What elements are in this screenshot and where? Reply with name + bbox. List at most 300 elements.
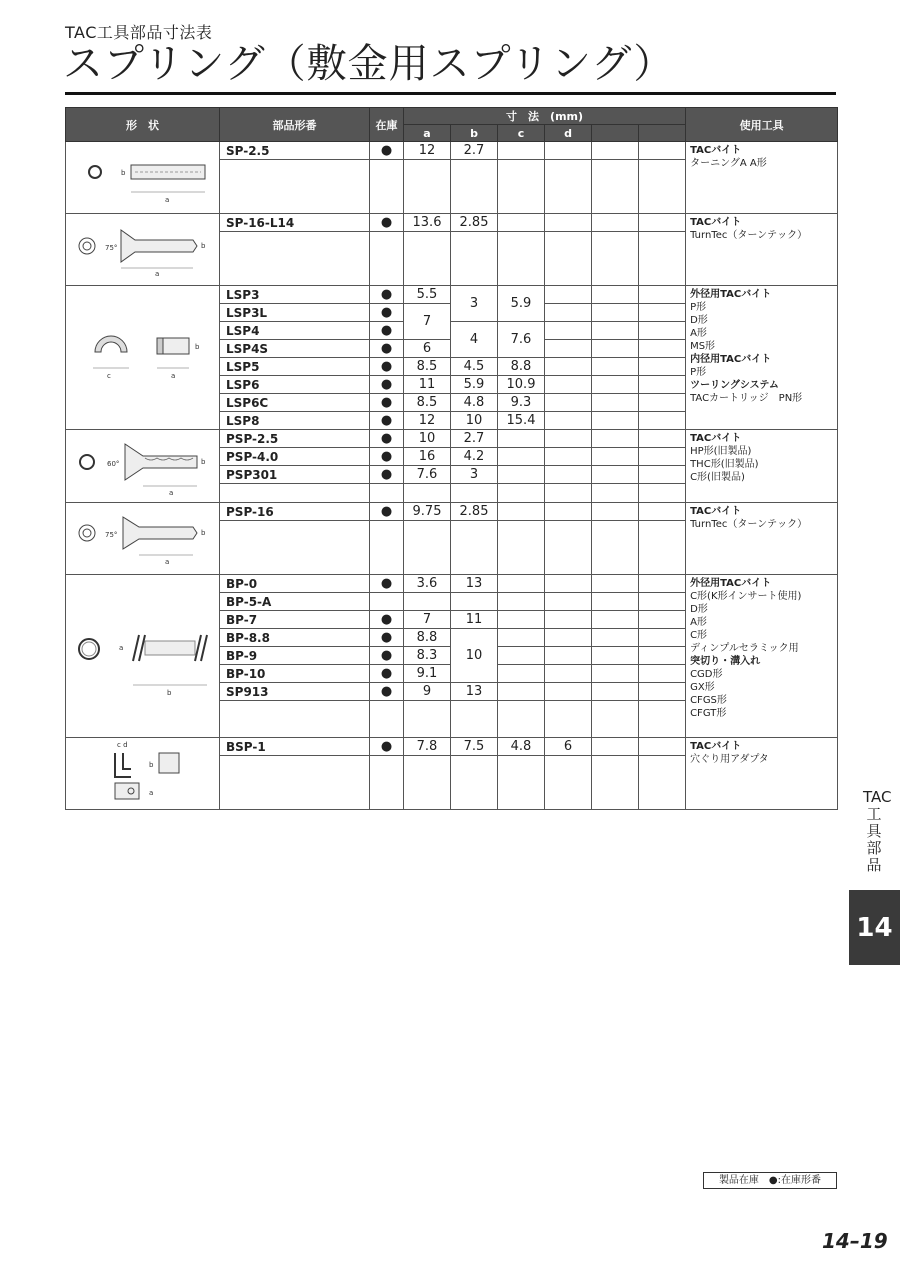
stock-mark: ● <box>370 394 404 412</box>
blank-cell <box>220 756 370 810</box>
svg-text:a: a <box>148 789 153 797</box>
dim-a: 8.5 <box>404 394 451 412</box>
dim-blank <box>639 376 686 394</box>
dim-c <box>498 629 545 647</box>
tool-line: 内径用TACバイト <box>690 354 772 365</box>
dim-a: 12 <box>404 142 451 160</box>
stock-mark: ● <box>370 647 404 665</box>
dim-a: 9.1 <box>404 665 451 683</box>
blank-cell <box>370 160 404 214</box>
blank-cell <box>370 521 404 575</box>
dim-blank <box>592 394 639 412</box>
tool-line: TACバイト <box>690 506 742 517</box>
dim-d <box>545 665 592 683</box>
blank-cell <box>220 521 370 575</box>
dim-blank <box>592 665 639 683</box>
dim-a: 7 <box>404 304 451 340</box>
part-number: LSP6C <box>220 394 370 412</box>
blank-cell <box>545 232 592 286</box>
tool-line: C形(旧製品) <box>690 472 745 483</box>
dim-blank <box>639 611 686 629</box>
svg-text:a: a <box>118 643 123 652</box>
blank-cell <box>545 701 592 738</box>
dim-d <box>545 304 592 322</box>
tool-line: C形 <box>690 630 708 641</box>
page-title: スプリング（敷金用スプリング） <box>63 41 675 87</box>
dim-a: 10 <box>404 430 451 448</box>
header-tools: 使用工具 <box>686 108 838 142</box>
dim-blank <box>592 503 639 521</box>
part-number: PSP-2.5 <box>220 430 370 448</box>
part-number: SP-2.5 <box>220 142 370 160</box>
dim-c: 7.6 <box>498 322 545 358</box>
tool-line: ターニングA A形 <box>690 158 767 169</box>
svg-text:c d: c d <box>116 741 128 749</box>
stock-legend: 製品在庫 ●:在庫形番 <box>703 1172 837 1189</box>
header-dimensions: 寸 法 (mm) <box>404 108 686 125</box>
stock-mark: ● <box>370 611 404 629</box>
part-number: LSP4 <box>220 322 370 340</box>
dim-blank <box>639 575 686 593</box>
blank-cell <box>639 756 686 810</box>
dim-a: 6 <box>404 340 451 358</box>
dim-blank <box>639 738 686 756</box>
dim-d <box>545 466 592 484</box>
tool-line: HP形(旧製品) <box>690 446 752 457</box>
dim-b: 4 <box>451 322 498 358</box>
dim-d <box>545 340 592 358</box>
dim-b <box>451 593 498 611</box>
tool-line: TurnTec（ターンテック） <box>690 230 808 241</box>
dim-b: 10 <box>451 629 498 683</box>
dim-c: 9.3 <box>498 394 545 412</box>
blank-cell <box>370 484 404 503</box>
dim-blank <box>639 304 686 322</box>
dim-blank <box>639 466 686 484</box>
dim-c <box>498 575 545 593</box>
dim-d <box>545 647 592 665</box>
dim-blank <box>592 412 639 430</box>
dim-a: 5.5 <box>404 286 451 304</box>
blank-cell <box>498 484 545 503</box>
tool-line: TACバイト <box>690 217 742 228</box>
svg-text:b: b <box>200 529 205 537</box>
tool-line: A形 <box>690 617 707 628</box>
dim-b: 4.8 <box>451 394 498 412</box>
dim-blank <box>592 629 639 647</box>
header-stock: 在庫 <box>370 108 404 142</box>
tool-line: CFGT形 <box>690 708 727 719</box>
dim-a: 13.6 <box>404 214 451 232</box>
dim-blank <box>639 629 686 647</box>
section-label: TAC工具部品 <box>863 788 892 874</box>
dim-blank <box>639 647 686 665</box>
svg-text:a: a <box>164 196 169 204</box>
dim-c <box>498 142 545 160</box>
tools-cell <box>686 142 838 214</box>
dim-c <box>498 214 545 232</box>
dim-a: 8.5 <box>404 358 451 376</box>
dim-blank <box>639 322 686 340</box>
dim-b: 11 <box>451 611 498 629</box>
dim-c <box>498 683 545 701</box>
tool-line: C形(K形インサート使用) <box>690 591 802 602</box>
svg-text:c: c <box>106 372 111 380</box>
shape-cell <box>66 738 220 810</box>
blank-cell <box>404 521 451 575</box>
svg-text:75°: 75° <box>104 531 117 539</box>
shape-cell <box>66 503 220 575</box>
svg-text:75°: 75° <box>104 244 117 252</box>
dim-c <box>498 466 545 484</box>
tool-line: TACカートリッジ PN形 <box>690 393 803 404</box>
blank-cell <box>404 701 451 738</box>
dim-c <box>498 665 545 683</box>
stock-mark: ● <box>370 503 404 521</box>
stock-mark: ● <box>370 575 404 593</box>
dim-blank <box>592 286 639 304</box>
blank-cell <box>498 160 545 214</box>
tool-line: CGD形 <box>690 669 723 680</box>
bsp-spring-icon <box>73 739 213 805</box>
blank-cell <box>404 232 451 286</box>
header-dim-blank <box>639 125 686 142</box>
title-rule <box>65 92 836 95</box>
part-number: BP-9 <box>220 647 370 665</box>
blank-cell <box>404 484 451 503</box>
blank-cell <box>592 521 639 575</box>
part-number: LSP3 <box>220 286 370 304</box>
dim-blank <box>639 593 686 611</box>
blank-cell <box>592 484 639 503</box>
stock-mark: ● <box>370 412 404 430</box>
tool-line: A形 <box>690 328 707 339</box>
dim-b: 2.7 <box>451 142 498 160</box>
dim-d <box>545 286 592 304</box>
stock-mark: ● <box>370 683 404 701</box>
blank-cell <box>498 232 545 286</box>
tool-line: ディンプルセラミック用 <box>690 643 799 654</box>
spring-dimension-table <box>65 107 838 810</box>
svg-text:a: a <box>168 488 173 497</box>
part-number: BP-7 <box>220 611 370 629</box>
blank-cell <box>545 521 592 575</box>
dim-b: 13 <box>451 575 498 593</box>
lsp-spring-icon <box>73 316 213 396</box>
blank-cell <box>220 160 370 214</box>
dim-d <box>545 430 592 448</box>
dim-blank <box>592 340 639 358</box>
dim-blank <box>592 593 639 611</box>
tool-line: MS形 <box>690 341 716 352</box>
dim-b: 2.85 <box>451 214 498 232</box>
dim-blank <box>639 448 686 466</box>
part-number: LSP5 <box>220 358 370 376</box>
psp-spring-icon <box>73 432 213 498</box>
dim-b: 10 <box>451 412 498 430</box>
tool-line: 突切り・溝入れ <box>690 656 761 667</box>
dim-c: 4.8 <box>498 738 545 756</box>
tool-line: TACバイト <box>690 145 742 156</box>
dim-blank <box>592 466 639 484</box>
stock-mark: ● <box>370 142 404 160</box>
blank-cell <box>592 756 639 810</box>
blank-cell <box>370 756 404 810</box>
tool-line: 外径用TACバイト <box>690 289 772 300</box>
shape-cell <box>66 286 220 430</box>
dim-blank <box>639 214 686 232</box>
tools-cell <box>686 575 838 738</box>
tool-line: ツーリングシステム <box>690 380 779 391</box>
section-side-tab[interactable] <box>849 783 900 965</box>
dim-d <box>545 142 592 160</box>
part-number: LSP6 <box>220 376 370 394</box>
dim-b: 7.5 <box>451 738 498 756</box>
stock-mark: ● <box>370 322 404 340</box>
dim-c <box>498 647 545 665</box>
dim-a: 3.6 <box>404 575 451 593</box>
dim-d <box>545 575 592 593</box>
header-part: 部品形番 <box>220 108 370 142</box>
dim-blank <box>592 448 639 466</box>
blank-cell <box>639 484 686 503</box>
tool-line: 外径用TACバイト <box>690 578 772 589</box>
blank-cell <box>592 701 639 738</box>
dim-blank <box>639 665 686 683</box>
dim-b: 3 <box>451 466 498 484</box>
header-shape: 形 状 <box>66 108 220 142</box>
dim-d <box>545 376 592 394</box>
dim-blank <box>639 503 686 521</box>
dim-blank <box>592 304 639 322</box>
dim-blank <box>592 376 639 394</box>
psp16-spring-icon <box>73 507 213 567</box>
sp-spring-icon <box>73 146 213 206</box>
dim-b: 13 <box>451 683 498 701</box>
dim-b: 2.85 <box>451 503 498 521</box>
part-number: SP913 <box>220 683 370 701</box>
dim-a: 8.3 <box>404 647 451 665</box>
blank-cell <box>220 701 370 738</box>
dim-d <box>545 629 592 647</box>
stock-mark <box>370 593 404 611</box>
stock-mark: ● <box>370 286 404 304</box>
dim-blank <box>592 647 639 665</box>
dim-blank <box>592 738 639 756</box>
dim-a: 11 <box>404 376 451 394</box>
blank-cell <box>451 521 498 575</box>
dim-d <box>545 611 592 629</box>
dim-blank <box>592 142 639 160</box>
tools-cell <box>686 430 838 503</box>
part-number: PSP301 <box>220 466 370 484</box>
dim-c: 10.9 <box>498 376 545 394</box>
dim-c <box>498 448 545 466</box>
blank-cell <box>498 756 545 810</box>
tools-cell <box>686 503 838 575</box>
dim-blank <box>639 286 686 304</box>
dim-blank <box>592 683 639 701</box>
blank-cell <box>545 756 592 810</box>
dim-blank <box>592 214 639 232</box>
tool-line: D形 <box>690 604 708 615</box>
blank-cell <box>451 756 498 810</box>
shape-cell <box>66 575 220 738</box>
blank-cell <box>451 160 498 214</box>
tool-line: D形 <box>690 315 708 326</box>
dim-b: 4.2 <box>451 448 498 466</box>
part-number: SP-16-L14 <box>220 214 370 232</box>
dim-blank <box>592 611 639 629</box>
blank-cell <box>220 484 370 503</box>
stock-mark: ● <box>370 304 404 322</box>
dim-b: 4.5 <box>451 358 498 376</box>
dim-blank <box>639 683 686 701</box>
tools-cell <box>686 738 838 810</box>
tool-line: TurnTec（ターンテック） <box>690 519 808 530</box>
stock-mark: ● <box>370 358 404 376</box>
part-number: BP-8.8 <box>220 629 370 647</box>
dim-blank <box>592 322 639 340</box>
svg-text:60°: 60° <box>106 459 119 468</box>
part-number: BP-10 <box>220 665 370 683</box>
blank-cell <box>545 484 592 503</box>
tool-line: 穴ぐり用アダプタ <box>690 754 769 765</box>
dim-b: 5.9 <box>451 376 498 394</box>
dim-d <box>545 448 592 466</box>
svg-text:b: b <box>200 457 205 466</box>
blank-cell <box>639 232 686 286</box>
blank-cell <box>498 521 545 575</box>
dim-d <box>545 593 592 611</box>
part-number: LSP8 <box>220 412 370 430</box>
blank-cell <box>404 160 451 214</box>
dim-a <box>404 593 451 611</box>
dim-blank <box>639 394 686 412</box>
dim-a: 12 <box>404 412 451 430</box>
svg-text:a: a <box>154 270 159 278</box>
stock-mark: ● <box>370 430 404 448</box>
blank-cell <box>451 484 498 503</box>
dim-c <box>498 611 545 629</box>
svg-text:a: a <box>164 558 169 566</box>
svg-text:a: a <box>170 372 175 380</box>
part-number: PSP-4.0 <box>220 448 370 466</box>
blank-cell <box>404 756 451 810</box>
tool-line: P形 <box>690 302 707 313</box>
blank-cell <box>592 160 639 214</box>
tools-cell <box>686 214 838 286</box>
stock-mark: ● <box>370 376 404 394</box>
dim-c: 8.8 <box>498 358 545 376</box>
blank-cell <box>370 701 404 738</box>
shape-cell <box>66 430 220 503</box>
svg-text:b: b <box>200 242 205 250</box>
blank-cell <box>451 701 498 738</box>
blank-cell <box>545 160 592 214</box>
part-number: BSP-1 <box>220 738 370 756</box>
dim-a: 7.8 <box>404 738 451 756</box>
bp-spring-icon <box>73 605 213 705</box>
dim-a: 16 <box>404 448 451 466</box>
blank-cell <box>220 232 370 286</box>
blank-cell <box>639 160 686 214</box>
stock-mark: ● <box>370 214 404 232</box>
header-dim-d: d <box>545 125 592 142</box>
dim-blank <box>639 340 686 358</box>
dim-c: 5.9 <box>498 286 545 322</box>
stock-mark: ● <box>370 665 404 683</box>
stock-mark: ● <box>370 448 404 466</box>
header-dim-a: a <box>404 125 451 142</box>
stock-mark: ● <box>370 629 404 647</box>
dim-c <box>498 430 545 448</box>
tool-line: P形 <box>690 367 707 378</box>
dim-c <box>498 593 545 611</box>
blank-cell <box>370 232 404 286</box>
dim-c <box>498 503 545 521</box>
dim-d <box>545 358 592 376</box>
dim-blank <box>592 430 639 448</box>
dim-blank <box>639 142 686 160</box>
part-number: LSP4S <box>220 340 370 358</box>
svg-text:b: b <box>120 169 125 177</box>
blank-cell <box>498 701 545 738</box>
tool-line: THC形(旧製品) <box>690 459 759 470</box>
shape-cell <box>66 142 220 214</box>
part-number: BP-5-A <box>220 593 370 611</box>
blank-cell <box>592 232 639 286</box>
header-dim-b: b <box>451 125 498 142</box>
header-dim-blank <box>592 125 639 142</box>
dim-b: 2.7 <box>451 430 498 448</box>
dim-d <box>545 322 592 340</box>
part-number: LSP3L <box>220 304 370 322</box>
dim-d <box>545 412 592 430</box>
dim-d <box>545 503 592 521</box>
tool-line: TACバイト <box>690 741 742 752</box>
tool-line: TACバイト <box>690 433 742 444</box>
blank-cell <box>639 521 686 575</box>
svg-text:b: b <box>148 761 153 769</box>
dim-blank <box>639 430 686 448</box>
dim-b: 3 <box>451 286 498 322</box>
dim-d: 6 <box>545 738 592 756</box>
dim-c: 15.4 <box>498 412 545 430</box>
tool-line: CFGS形 <box>690 695 727 706</box>
svg-text:b: b <box>166 688 171 697</box>
dim-blank <box>592 358 639 376</box>
dim-a: 9.75 <box>404 503 451 521</box>
dim-a: 9 <box>404 683 451 701</box>
dim-d <box>545 394 592 412</box>
shape-cell <box>66 214 220 286</box>
dim-a: 7.6 <box>404 466 451 484</box>
blank-cell <box>451 232 498 286</box>
stock-mark: ● <box>370 466 404 484</box>
countersunk-spring-icon <box>73 218 213 278</box>
page-subtitle: TAC工具部品寸法表 <box>65 23 213 42</box>
tools-cell <box>686 286 838 430</box>
dim-blank <box>592 575 639 593</box>
dim-blank <box>639 358 686 376</box>
page-number: 14–19 <box>822 1229 888 1253</box>
dim-a: 8.8 <box>404 629 451 647</box>
tool-line: GX形 <box>690 682 715 693</box>
section-number: 14 <box>849 890 900 965</box>
part-number: BP-0 <box>220 575 370 593</box>
blank-cell <box>639 701 686 738</box>
